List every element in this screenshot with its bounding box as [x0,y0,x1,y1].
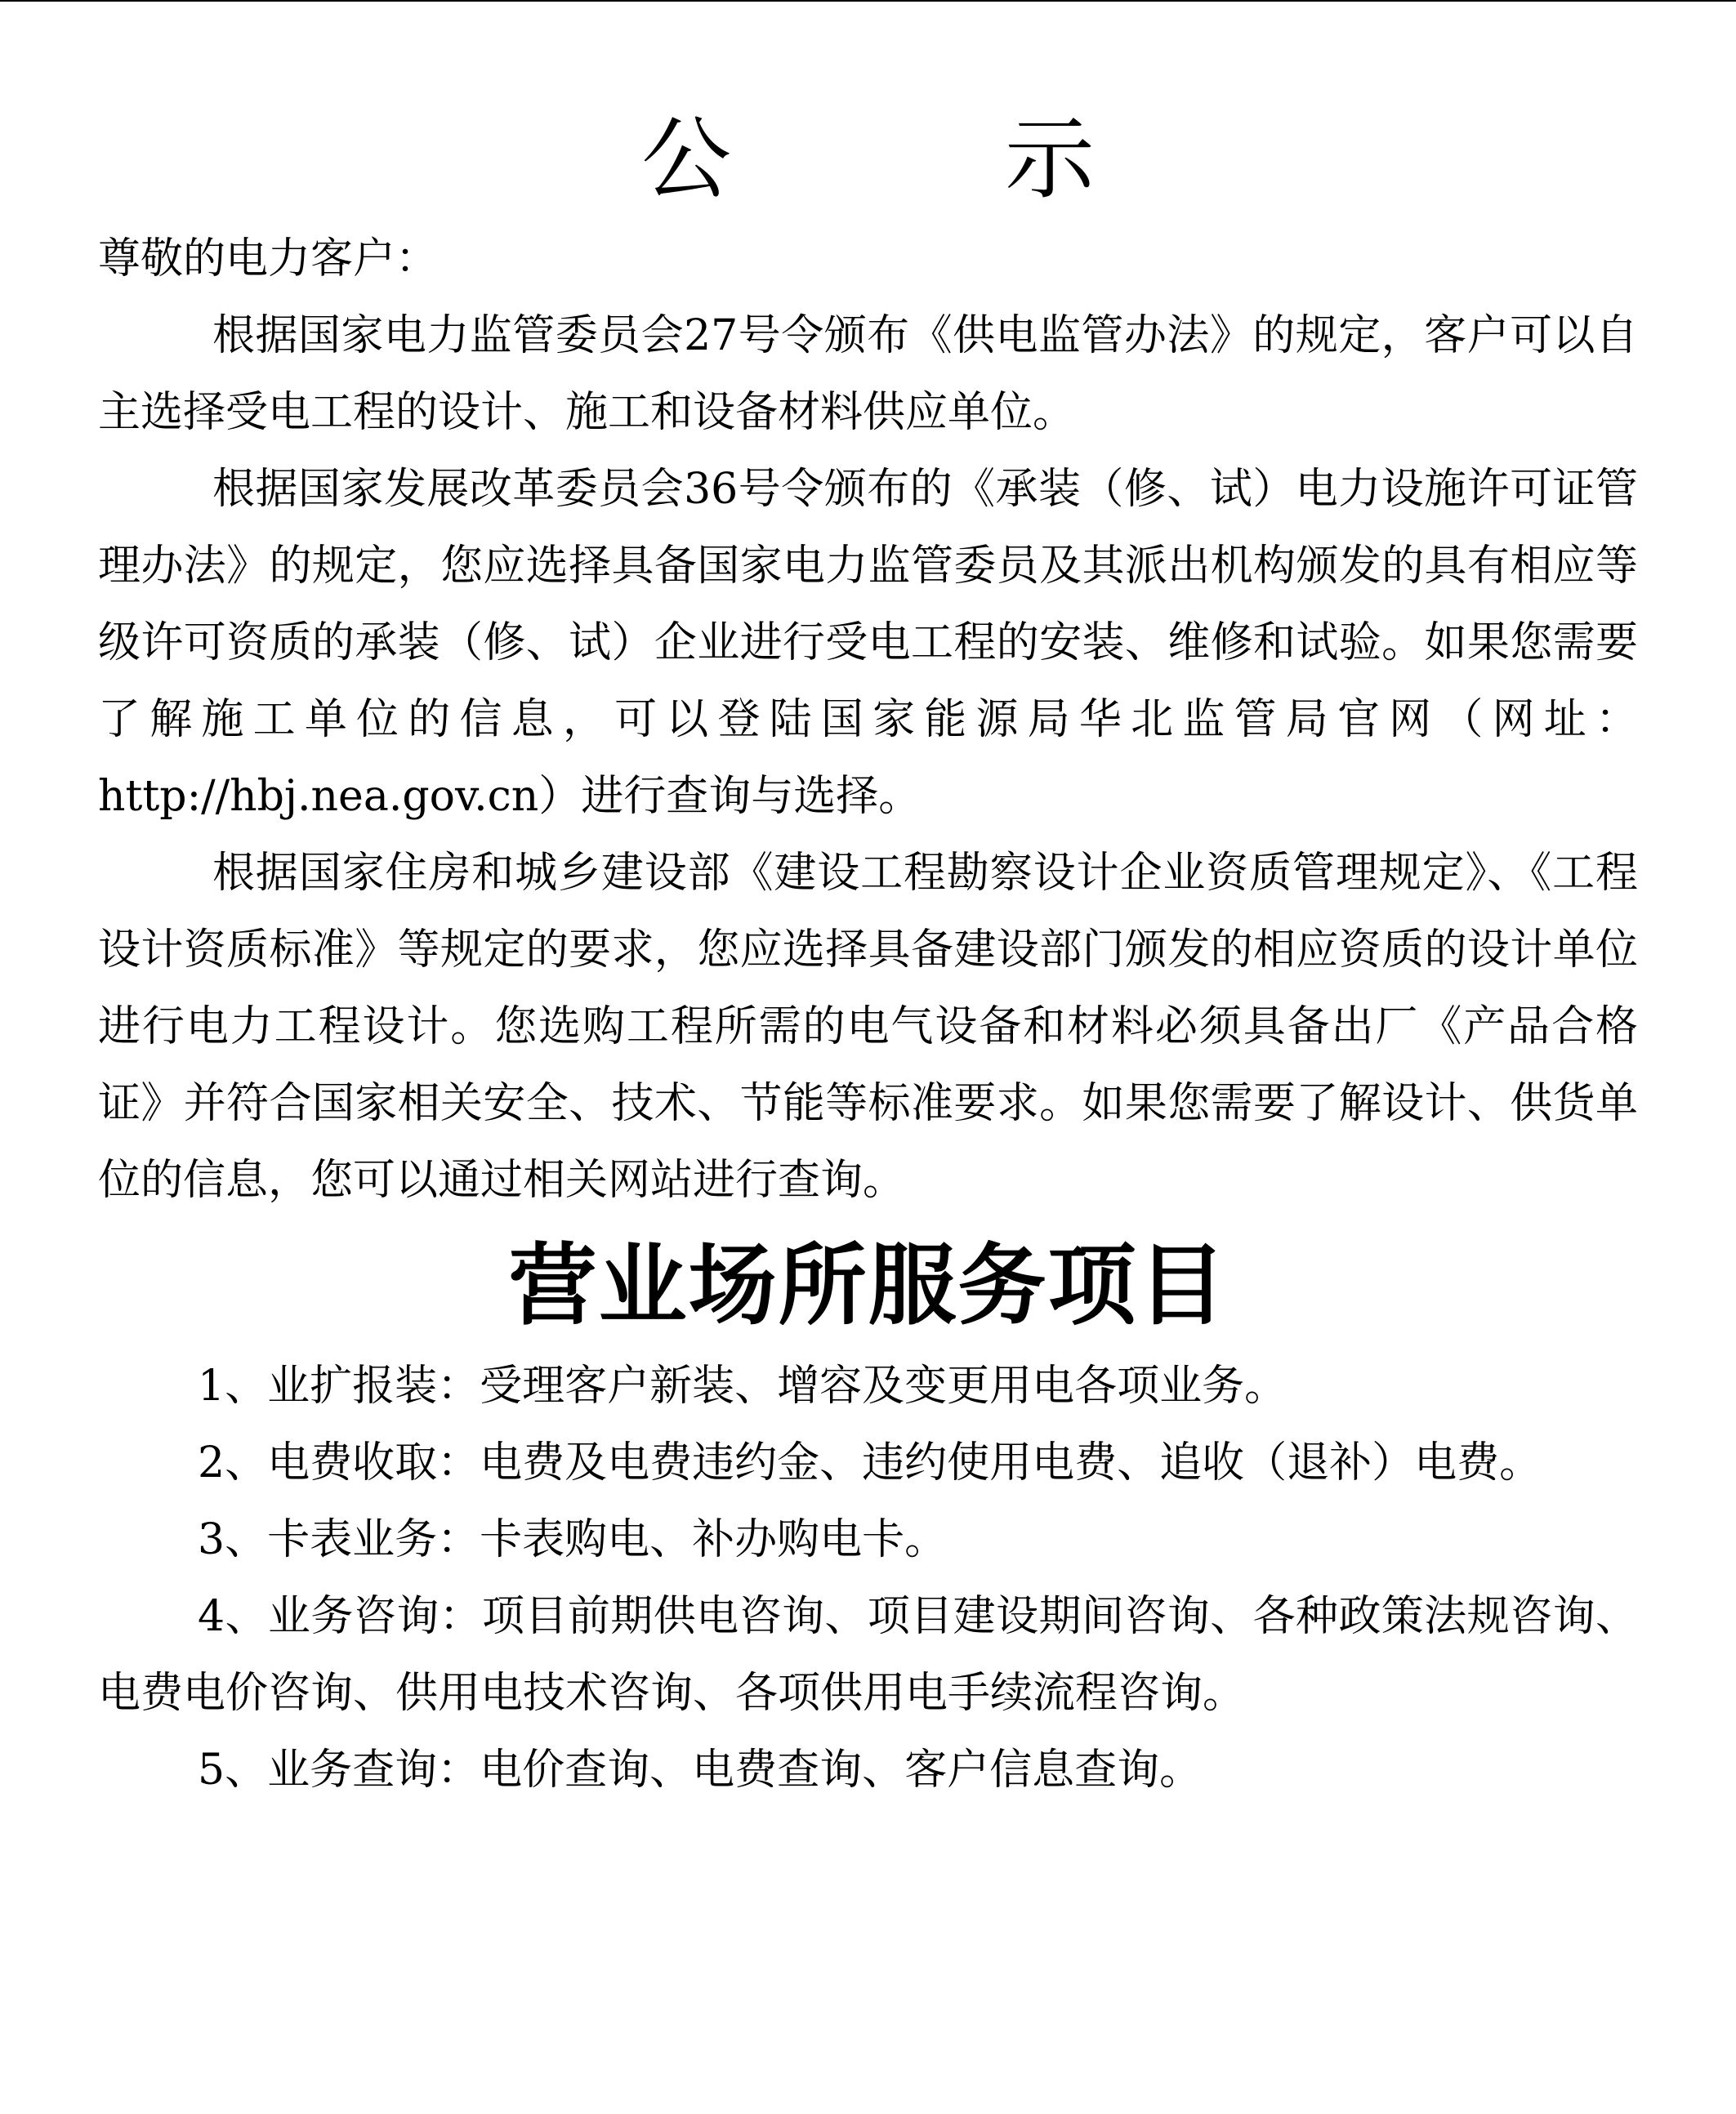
service-item-business-expansion: 1、业扩报装：受理客户新装、增容及变更用电各项业务。 [198,1362,1287,1411]
services-title: 营业场所服务项目 [508,1235,1228,1337]
service-item-consultation: 4、业务咨询：项目前期供电咨询、项目建设期间咨询、各种政策法规咨询、电费电价咨询、供用电技术咨询、各项供用电手续流程咨询。 [98,1592,1638,1718]
service-item-card-meter: 3、卡表业务：卡表购电、补办购电卡。 [198,1515,948,1564]
salutation: 尊敬的电力客户： [98,234,439,283]
notice-page [98,98,1638,1808]
service-list [98,1348,1638,1808]
service-item-inquiry: 5、业务查询：电价查询、电费查询、客户信息查询。 [198,1746,1203,1795]
top-border-line [0,0,1736,2]
paragraph-installation-license: 根据国家发展改革委员会36号令颁布的《承装（修、试）电力设施许可证管理办法》的规定，您应选择具备国家电力监管委员及其派出机构颁发的具有相应等级许可资质的承装（修、试）企业进行受电工程的安装、维修和试验。如果您需要了解施工单位的信息，可以登陆国家能源局华北监管局官网（网址：http://hbj.nea.gov.cn）进行查询与选择。 [98,465,1638,821]
paragraph-power-supply-regulation: 根据国家电力监管委员会27号令颁布《供电监管办法》的规定，客户可以自主选择受电工程的设计、施工和设备材料供应单位。 [98,311,1638,437]
service-item-fee-collection: 2、电费收取：电费及电费违约金、违约使用电费、追收（退补）电费。 [198,1438,1542,1487]
notice-title: 公 示 [641,107,1217,212]
paragraph-design-qualification: 根据国家住房和城乡建设部《建设工程勘察设计企业资质管理规定》、《工程设计资质标准》等规定的要求，您应选择具备建设部门颁发的相应资质的设计单位进行电力工程设计。您选购工程所需的电气设备和材料必须具备出厂《产品合格证》并符合国家相关安全、技术、节能等标准要求。如果您需要了解设计、供货单位的信息，您可以通过相关网站进行查询。 [98,849,1638,1205]
